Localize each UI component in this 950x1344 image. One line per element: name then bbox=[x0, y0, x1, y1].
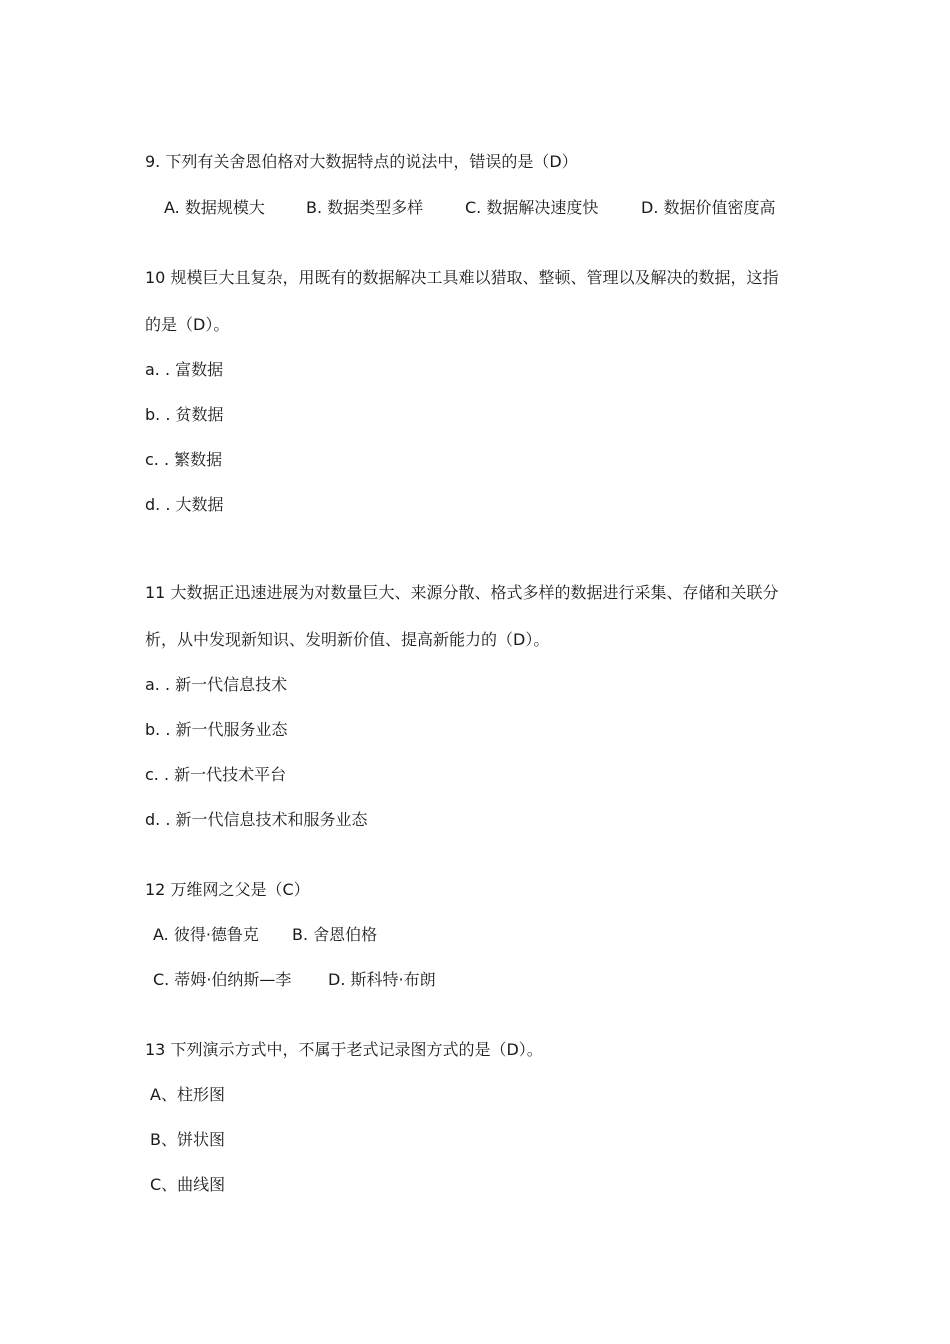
option-c: C. 蒂姆·伯纳斯—李 bbox=[153, 970, 292, 989]
question-11-stem-line-1: 11 大数据正迅速进展为对数量巨大、来源分散、格式多样的数据进行采集、存储和关联分 bbox=[145, 583, 779, 602]
option-b: B. 数据类型多样 bbox=[306, 198, 424, 217]
question-13-option-c: C、曲线图 bbox=[150, 1175, 226, 1194]
question-10-option-c: c. . 繁数据 bbox=[145, 450, 223, 469]
question-11-stem-line-2: 析，从中发现新知识、发明新价值、提高新能力的（D）。 bbox=[145, 630, 550, 649]
option-c: C. 数据解决速度快 bbox=[465, 198, 599, 217]
option-d: D. 数据价值密度高 bbox=[641, 198, 776, 217]
option-a: A. 彼得·德鲁克 bbox=[153, 925, 259, 944]
question-9-options bbox=[164, 197, 776, 219]
question-11-option-c: c. . 新一代技术平台 bbox=[145, 765, 287, 784]
question-13-stem: 13 下列演示方式中，不属于老式记录图方式的是（D）。 bbox=[145, 1040, 543, 1059]
question-11-option-a: a. . 新一代信息技术 bbox=[145, 675, 288, 694]
question-12-options-row-1 bbox=[153, 924, 377, 946]
question-10-stem-line-2: 的是（D）。 bbox=[145, 315, 230, 334]
question-13-option-b: B、饼状图 bbox=[150, 1130, 225, 1149]
question-10-option-a: a. . 富数据 bbox=[145, 360, 224, 379]
question-10-stem-line-1: 10 规模巨大且复杂，用既有的数据解决工具难以猎取、整顿、管理以及解决的数据，这指 bbox=[145, 268, 779, 287]
question-12-options-row-2 bbox=[153, 969, 436, 991]
option-d: D. 斯科特·布朗 bbox=[328, 970, 436, 989]
question-10-option-b: b. . 贫数据 bbox=[145, 405, 224, 424]
question-12-stem: 12 万维网之父是（C） bbox=[145, 880, 310, 899]
option-a: A. 数据规模大 bbox=[164, 198, 265, 217]
question-10-option-d: d. . 大数据 bbox=[145, 495, 224, 514]
question-13-option-a: A、柱形图 bbox=[150, 1085, 225, 1104]
option-b: B. 舍恩伯格 bbox=[292, 925, 378, 944]
question-11-option-d: d. . 新一代信息技术和服务业态 bbox=[145, 810, 368, 829]
question-11-option-b: b. . 新一代服务业态 bbox=[145, 720, 288, 739]
question-9-stem: 9. 下列有关舍恩伯格对大数据特点的说法中，错误的是（D） bbox=[145, 152, 578, 171]
